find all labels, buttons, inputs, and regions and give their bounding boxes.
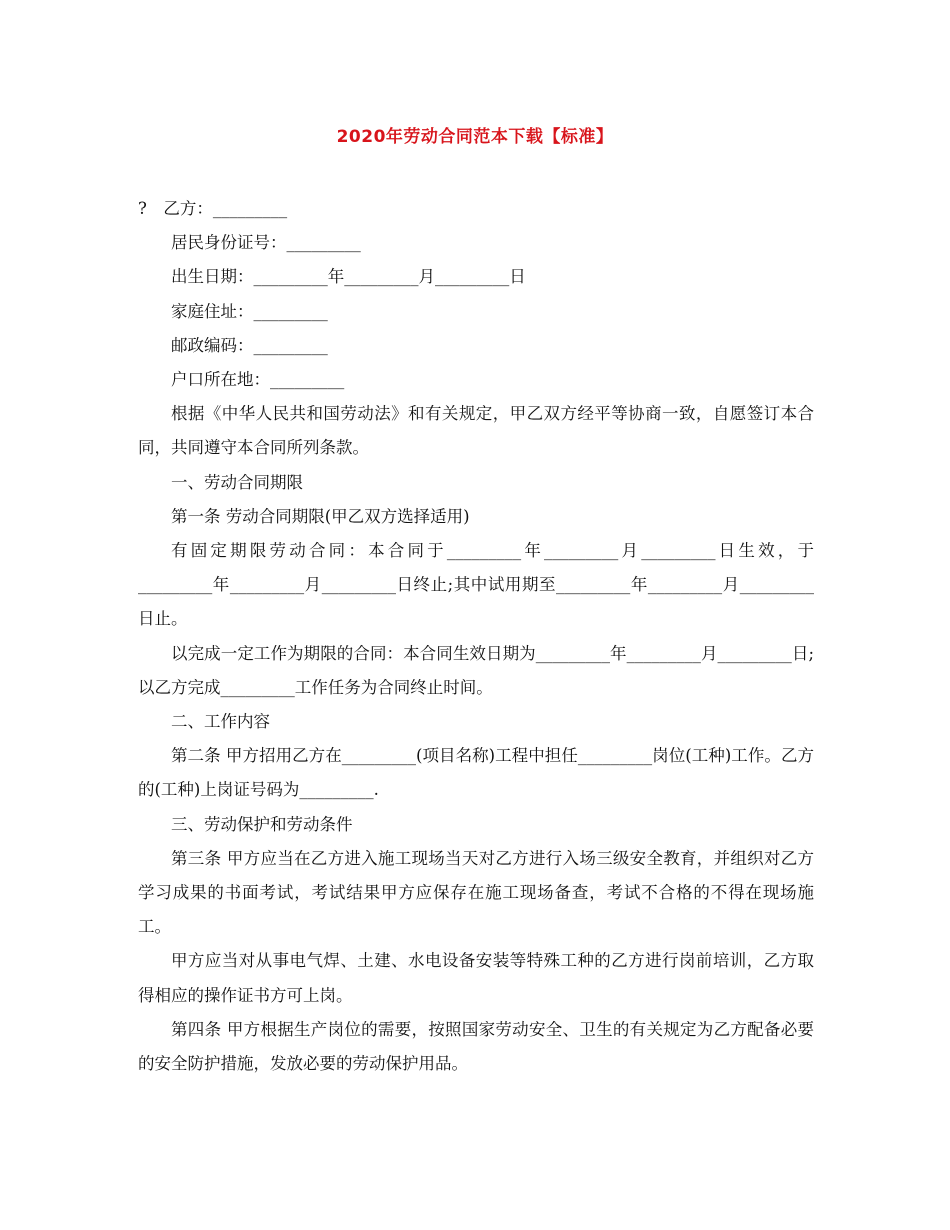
article-4: 第四条 甲方根据生产岗位的需要，按照国家劳动安全、卫生的有关规定为乙方配备必要的安全防护措施，发放必要的劳动保护用品。 bbox=[138, 1019, 814, 1074]
household-registration-line: 户口所在地：_________ bbox=[171, 370, 345, 390]
article-3: 第三条 甲方应当在乙方进入施工现场当天对乙方进行入场三级安全教育，并组织对乙方学习成果的书面考试，考试结果甲方应保存在施工现场备查，考试不合格的不得在现场施工。 bbox=[138, 848, 814, 937]
article-1: 第一条 劳动合同期限(甲乙双方选择适用) bbox=[171, 506, 470, 526]
document-title: 2020年劳动合同范本下载【标准】 bbox=[336, 127, 614, 147]
party-b-line: ? 乙方：_________ bbox=[138, 199, 288, 218]
training-paragraph: 甲方应当对从事电气焊、土建、水电设备安装等特殊工种的乙方进行岗前培训，乙方取得相应的操作证书方可上岗。 bbox=[138, 951, 814, 1005]
preamble-paragraph: 根据《中华人民共和国劳动法》和有关规定，甲乙双方经平等协商一致，自愿签订本合同，共同遵守本合同所列条款。 bbox=[138, 404, 814, 458]
task-term-paragraph: 以完成一定工作为期限的合同：本合同生效日期为_________年_________月_________日;以乙方完成_________工作任务为合同终止时间。 bbox=[138, 643, 814, 697]
home-address-line: 家庭住址：_________ bbox=[171, 301, 328, 321]
document-body bbox=[138, 192, 814, 1081]
fixed-term-paragraph: 有固定期限劳动合同：本合同于_________年_________月_________日生效，于_________年_________月_________日终止;其中试用期至_________年_________月_________日止。 bbox=[138, 541, 814, 629]
postal-code-line: 邮政编码：_________ bbox=[171, 335, 328, 355]
id-number-line: 居民身份证号：_________ bbox=[171, 233, 361, 253]
section-heading-2: 二、工作内容 bbox=[171, 712, 270, 732]
birth-date-line: 出生日期：_________年_________月_________日 bbox=[171, 267, 526, 287]
section-heading-1: 一、劳动合同期限 bbox=[171, 472, 303, 492]
article-2: 第二条 甲方招用乙方在_________(项目名称)工程中担任_________岗位(工种)工作。乙方的(工种)上岗证号码为_________. bbox=[138, 746, 814, 800]
section-heading-3: 三、劳动保护和劳动条件 bbox=[171, 814, 353, 834]
